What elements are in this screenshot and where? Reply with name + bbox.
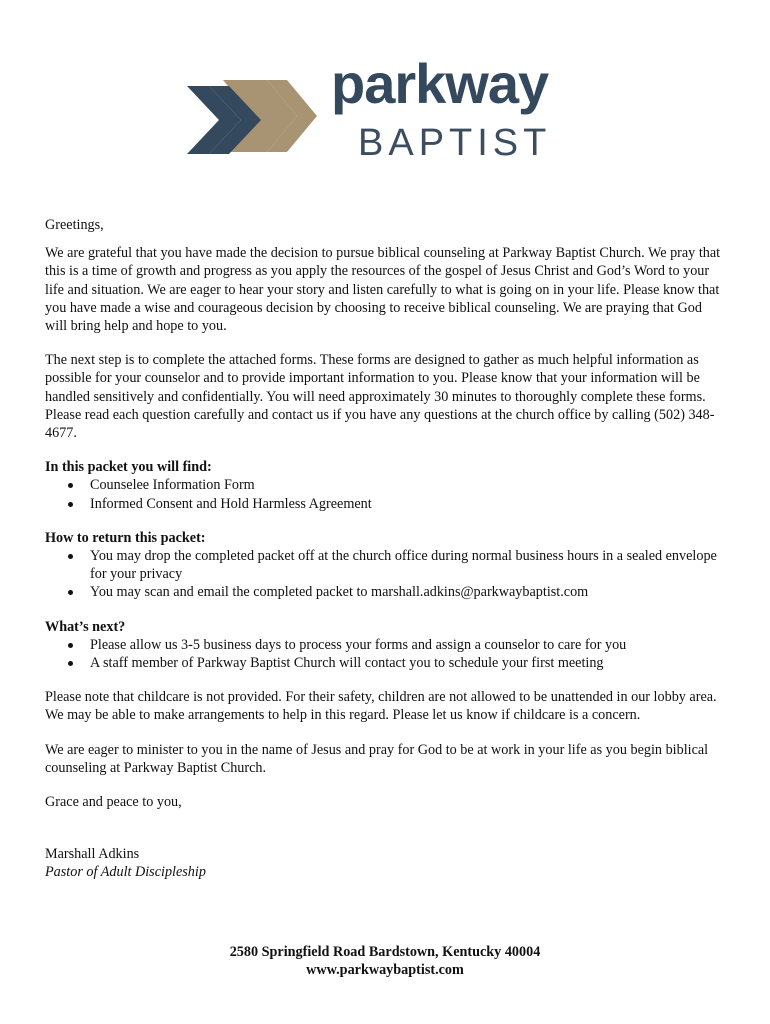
intro-paragraph: We are grateful that you have made the decision to pursue biblical counseling at Parkway Baptist Church. We pray that this is a time of growth and progress as you apply the resources of the gospel of Jesus Christ and God’s Word to your life and situation. We are eager to hear your story and listen carefully to what is going on in your life. Please know that you have made a wise and courageous decision by choosing to receive biblical counseling. We are praying that God will bring help and hope to you. xyxy=(45,245,721,335)
arrow-chevrons-icon xyxy=(183,76,323,156)
list-item: Counselee Information Form xyxy=(45,476,725,494)
signature-title: Pastor of Adult Discipleship xyxy=(45,864,206,881)
list-item: You may drop the completed packet off at the church office during normal business hours in a sealed envelope for your privacy xyxy=(45,547,725,583)
church-logo xyxy=(183,52,593,168)
packet-contents-list xyxy=(45,476,725,512)
signature-name: Marshall Adkins xyxy=(45,846,140,863)
closing-paragraph: We are eager to minister to you in the name of Jesus and pray for God to be at work in your life as you begin biblical counseling at Parkway Baptist Church. xyxy=(45,741,709,776)
letter-footer xyxy=(0,943,770,979)
church-address: 2580 Springfield Road Bardstown, Kentucky 40004 xyxy=(229,944,541,960)
next-step-paragraph: The next step is to complete the attached forms. These forms are designed to gather as much helpful information as possible for your counselor and to provide important information to you. Please know that your information will be handled sensitively and confidentially. You will need approximately 30 minutes to thoroughly complete these forms. Please read each question carefully and contact us if you have any questions at the church office by calling (502) 348-4677. xyxy=(45,352,715,442)
list-item: You may scan and email the completed packet to marshall.adkins@parkwaybaptist.com xyxy=(45,583,725,601)
childcare-paragraph: Please note that childcare is not provided. For their safety, children are not allowed to be unattended in our lobby area. We may be able to make arrangements to help in this regard. Please let us know if childcare is a concern. xyxy=(45,689,717,724)
greeting: Greetings, xyxy=(45,217,104,233)
section-heading-whats-next: What’s next? xyxy=(45,618,126,635)
closing-salutation: Grace and peace to you, xyxy=(45,794,182,811)
list-item: Informed Consent and Hold Harmless Agreement xyxy=(45,495,725,513)
logo-wordmark-parkway: parkway xyxy=(331,52,549,115)
list-item: A staff member of Parkway Baptist Church will contact you to schedule your first meeting xyxy=(45,654,725,672)
church-website: www.parkwaybaptist.com xyxy=(306,962,464,978)
letter-body xyxy=(45,216,725,882)
list-item: Please allow us 3-5 business days to process your forms and assign a counselor to care for you xyxy=(45,636,725,654)
logo-wordmark-baptist: BAPTIST xyxy=(358,122,552,164)
section-heading-return-packet: How to return this packet: xyxy=(45,529,206,546)
whats-next-list xyxy=(45,636,725,672)
return-packet-list xyxy=(45,547,725,602)
section-heading-packet-contents: In this packet you will find: xyxy=(45,459,212,476)
